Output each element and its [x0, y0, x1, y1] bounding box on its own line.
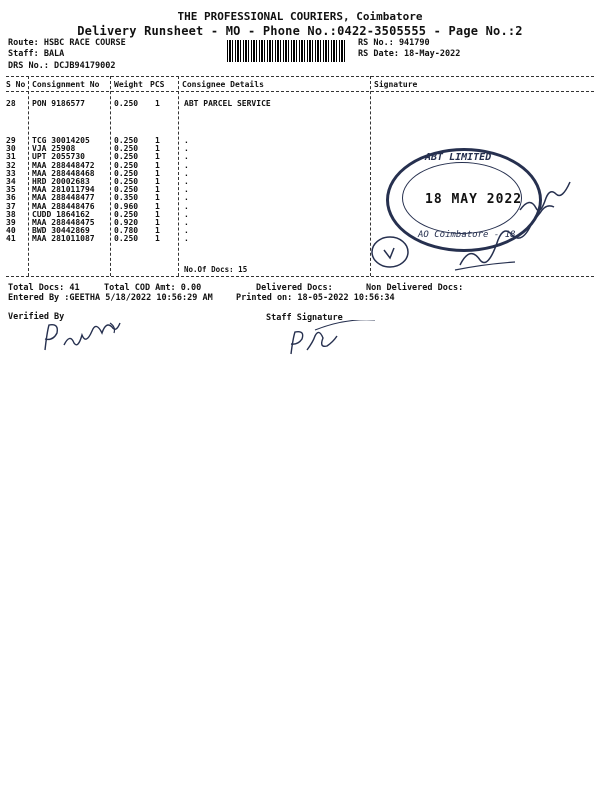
- row-consignment: CUDD 1864162: [32, 209, 90, 219]
- row-consignee: .: [184, 177, 189, 186]
- row-consignee: .: [184, 136, 189, 145]
- row-consignment: MAA 281011087: [32, 234, 95, 244]
- row-pcs: 1: [155, 193, 160, 203]
- row-sno: 30: [6, 144, 16, 154]
- row-pcs: 1: [155, 177, 160, 186]
- row-weight: 0.250: [114, 144, 139, 154]
- row-pcs: 1: [155, 152, 160, 162]
- total-docs: Total Docs: 41: [8, 283, 80, 293]
- row-sno: 36: [6, 193, 16, 203]
- row-consignee: .: [184, 185, 189, 195]
- row-sno: 32: [6, 160, 16, 170]
- row-consignment: MAA 288448477: [32, 193, 95, 203]
- row-pcs: 1: [155, 99, 160, 108]
- row-consignment: VJA 25908: [32, 144, 76, 154]
- row-sno: 34: [6, 177, 16, 186]
- col-consignee: Consignee Details: [182, 80, 264, 89]
- row-weight: 0.250: [114, 185, 139, 195]
- rs-date: RS Date: 18-May-2022: [358, 49, 461, 59]
- route-label: Route: HSBC RACE COURSE: [8, 38, 126, 48]
- row-consignee: .: [184, 160, 189, 170]
- row-consignee: .: [184, 193, 189, 203]
- col-signature: Signature: [374, 80, 418, 89]
- row-weight: 0.250: [114, 209, 139, 219]
- row-weight: 0.960: [114, 201, 139, 211]
- row-pcs: 1: [155, 136, 160, 145]
- row-consignee: .: [184, 226, 189, 236]
- row-sno: 38: [6, 209, 16, 219]
- row-weight: 0.350: [114, 193, 139, 203]
- row-consignment: PON 9186577: [32, 99, 85, 108]
- non-delivered-docs: Non Delivered Docs:: [366, 283, 464, 293]
- row-weight: 0.920: [114, 218, 139, 227]
- row-consignment: MAA 281011794: [32, 185, 95, 195]
- row-consignment: MAA 288448475: [32, 218, 95, 227]
- row-pcs: 1: [155, 160, 160, 170]
- row-pcs: 1: [155, 226, 160, 236]
- staff-signature: [285, 320, 375, 360]
- row-weight: 0.250: [114, 168, 139, 178]
- row-consignment: MAA 288448468: [32, 168, 95, 178]
- staff-label: Staff: BALA: [8, 49, 65, 59]
- stamp-bottom-text: AO Coimbatore - 18: [418, 230, 516, 240]
- row-consignment: MAA 288448472: [32, 160, 95, 170]
- row-pcs: 1: [155, 218, 160, 227]
- row-consignee: .: [184, 144, 189, 154]
- delivered-docs: Delivered Docs:: [256, 283, 333, 293]
- stamp-date: 18 MAY 2022: [425, 192, 523, 207]
- handwritten-signature-mark: [360, 170, 590, 280]
- row-consignment: HRD 20002683: [32, 177, 90, 186]
- row-pcs: 1: [155, 209, 160, 219]
- rs-number: RS No.: 941790: [358, 38, 430, 48]
- row-weight: 0.250: [114, 99, 139, 108]
- staff-signature-label: Staff Signature: [266, 313, 343, 323]
- row-pcs: 1: [155, 234, 160, 244]
- row-weight: 0.780: [114, 226, 139, 236]
- row-pcs: 1: [155, 185, 160, 195]
- row-sno: 41: [6, 234, 16, 244]
- verified-signature: [40, 315, 130, 360]
- row-sno: 40: [6, 226, 16, 236]
- row-weight: 0.250: [114, 152, 139, 162]
- col-weight: Weight: [114, 80, 143, 89]
- no-of-docs: No.Of Docs: 15: [184, 265, 248, 274]
- row-weight: 0.250: [114, 177, 139, 186]
- printed-on: Printed on: 18-05-2022 10:56:34: [236, 293, 395, 303]
- row-consignee: .: [184, 152, 189, 162]
- table-top-rule: [6, 76, 594, 77]
- table-header-row: [0, 80, 600, 90]
- row-weight: 0.250: [114, 234, 139, 244]
- row-weight: 0.250: [114, 160, 139, 170]
- total-cod: Total COD Amt: 0.00: [104, 283, 202, 293]
- runsheet-title: Delivery Runsheet - MO - Phone No.:0422-3505555 - Page No.:2: [77, 24, 523, 38]
- row-consignee: .: [184, 218, 189, 227]
- row-consignee: .: [184, 201, 189, 211]
- row-consignee: ABT PARCEL SERVICE: [184, 99, 271, 108]
- row-sno: 28: [6, 99, 16, 108]
- stamp-top-text: ABT LIMITED: [425, 152, 492, 163]
- row-consignee: .: [184, 209, 189, 219]
- table-row: [0, 99, 600, 109]
- table-header-rule: [6, 91, 594, 92]
- verified-by-label: Verified By: [8, 312, 65, 322]
- row-sno: 33: [6, 168, 16, 178]
- row-consignment: MAA 288448476: [32, 201, 95, 211]
- row-consignment: TCG 30014205: [32, 136, 90, 145]
- row-sno: 37: [6, 201, 16, 211]
- row-consignment: UPT 2055730: [32, 152, 85, 162]
- row-sno: 31: [6, 152, 16, 162]
- entered-by: Entered By :GEETHA 5/18/2022 10:56:29 AM: [8, 293, 213, 303]
- row-pcs: 1: [155, 201, 160, 211]
- col-pcs: PCS: [150, 80, 165, 89]
- row-pcs: 1: [155, 168, 160, 178]
- col-consignment: Consignment No: [32, 80, 100, 89]
- row-sno: 39: [6, 218, 16, 227]
- col-sno: S No: [6, 80, 26, 89]
- row-sno: 29: [6, 136, 16, 145]
- drs-number: DRS No.: DCJB94179002: [8, 61, 116, 71]
- row-pcs: 1: [155, 144, 160, 154]
- barcode: [227, 40, 345, 62]
- row-consignee: .: [184, 168, 189, 178]
- row-sno: 35: [6, 185, 16, 195]
- row-consignee: .: [184, 234, 189, 244]
- company-name: THE PROFESSIONAL COURIERS, Coimbatore: [177, 10, 423, 23]
- row-consignment: BWD 30442869: [32, 226, 90, 236]
- row-weight: 0.250: [114, 136, 139, 145]
